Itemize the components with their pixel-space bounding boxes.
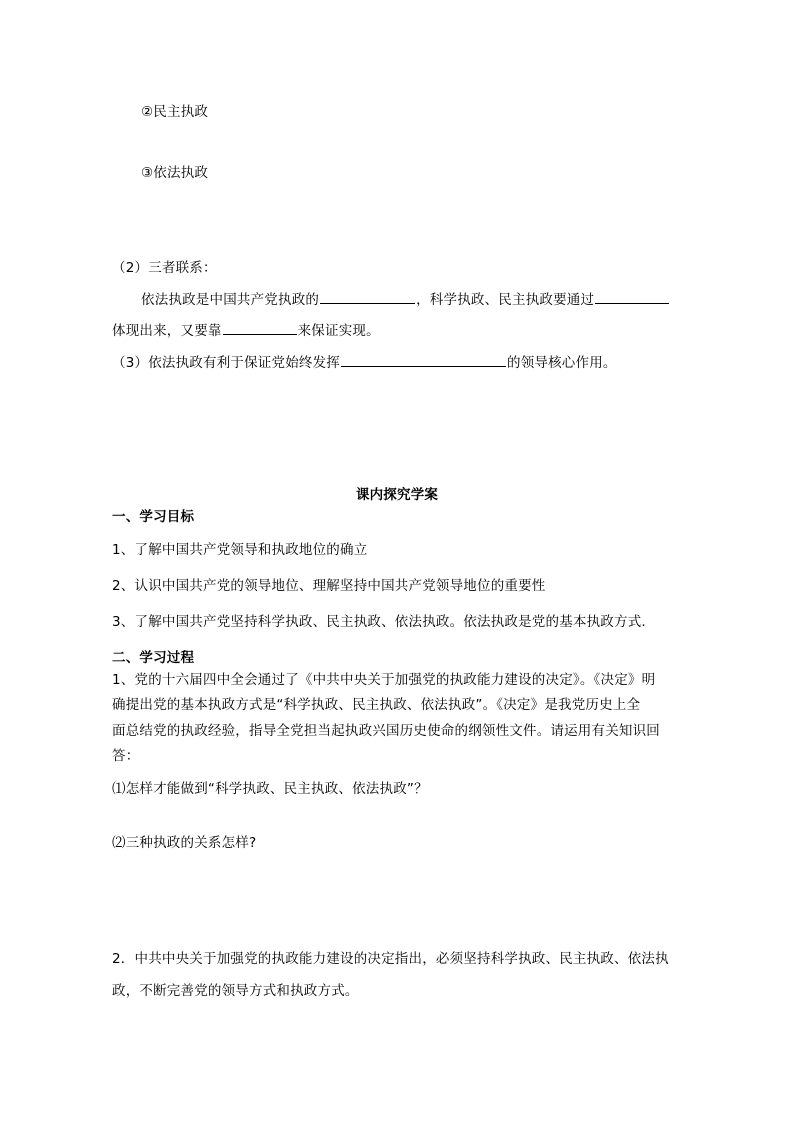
goals-heading: 一、学习目标 — [112, 509, 195, 525]
process-heading: 二、学习过程 — [112, 650, 195, 666]
question1-line3: 面总结党的执政经验，指导全党担当起执政兴国历史使命的纲领性文件。请运用有关知识回 — [112, 723, 660, 739]
question1-sub2: ⑵三种执政的关系怎样? — [112, 835, 257, 851]
goal-item-3: 3、了解中国共产党坚持科学执政、民主执政、依法执政。依法执政是党的基本执政方式. — [112, 614, 646, 630]
item-lawful-governance: ③依法执政 — [141, 165, 209, 181]
relation-text-4: 来保证实现。 — [297, 323, 380, 339]
answer-blank-1[interactable] — [320, 289, 415, 304]
answer-blank-3[interactable] — [223, 320, 297, 335]
goal-item-2: 2、认识中国共产党的领导地位、理解坚持中国共产党领导地位的重要性 — [112, 578, 546, 594]
question1-line4: 答： — [112, 748, 140, 764]
relation-item3-text-1: （3）依法执政有利于保证党始终发挥 — [112, 355, 340, 371]
relation-text-3: 体现出来，又要靠 — [112, 323, 222, 339]
item-democratic-governance: ②民主执政 — [141, 104, 209, 120]
answer-blank-4[interactable] — [341, 352, 506, 367]
section-title: 课内探究学案 — [355, 487, 439, 503]
answer-blank-2[interactable] — [595, 289, 669, 304]
relation-text-1: 依法执政是中国共产党执政的 — [141, 292, 320, 308]
relation-item3-text-2: 的领导核心作用。 — [507, 355, 617, 371]
goal-item-1: 1、了解中国共产党领导和执政地位的确立 — [112, 542, 368, 558]
relation-sentence-line1 — [141, 289, 670, 310]
question2-line1: 2．中共中央关于加强党的执政能力建设的决定指出，必须坚持科学执政、民主执政、依法执 — [112, 951, 669, 967]
relation-heading: （2）三者联系： — [112, 260, 217, 276]
question2-line2: 政，不断完善党的领导方式和执政方式。 — [112, 983, 359, 999]
relation-text-2: ，科学执政、民主执政要通过 — [416, 292, 595, 308]
relation-sentence-line2 — [112, 320, 380, 341]
question1-sub1: ⑴怎样才能做到“科学执政、民主执政、依法执政”？ — [112, 781, 428, 797]
question1-line1: 1、党的十六届四中全会通过了《中共中央关于加强党的执政能力建设的决定》。《决定》明 — [112, 672, 656, 688]
relation-item3-line — [112, 352, 617, 373]
question1-line2: 确提出党的基本执政方式是“科学执政、民主执政、依法执政”。《决定》是我党历史上全 — [112, 697, 641, 713]
